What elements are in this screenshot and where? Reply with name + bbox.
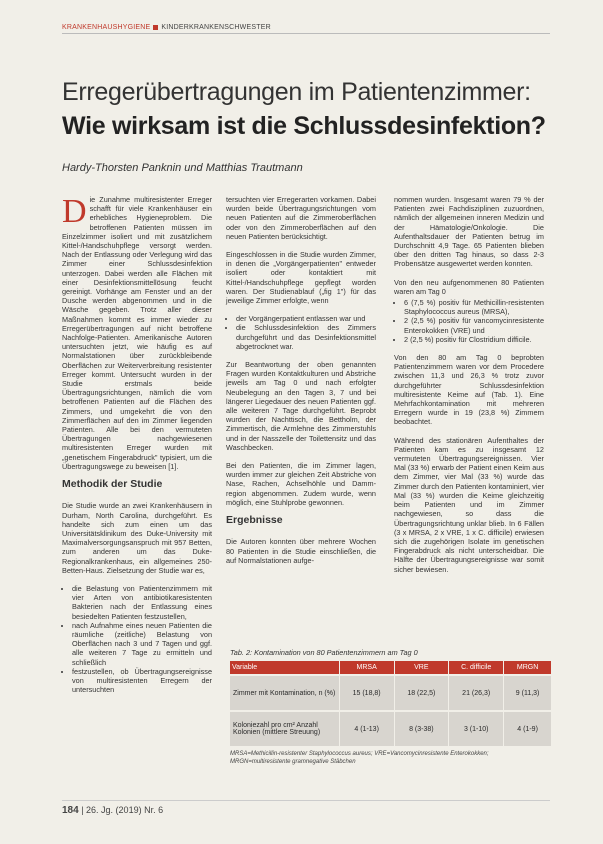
table-header-cell: VRE [394, 661, 449, 675]
column-2 [226, 195, 376, 574]
page-number: 184 [62, 805, 79, 816]
article-title-line2: Wie wirksam ist die Schlussdesinfektion? [62, 112, 546, 140]
table-header-cell: MRSA [339, 661, 394, 675]
running-header [62, 24, 271, 31]
header-rule [62, 33, 550, 34]
section-label: KRANKENHAUSHYGIENE [62, 24, 151, 31]
table-header-cell: MRGN [504, 661, 552, 675]
table-cell: 9 (11,3) [504, 675, 552, 711]
table-cell: 15 (18,8) [339, 675, 394, 711]
list-item: • festzustellen, ob Übertragungsereignisse von multiresistenten Erregern der untersuchten [72, 667, 212, 695]
paragraph: Von den 80 am Tag 0 beprobten Patientenzimmern waren vor dem Procedere zwischen 11,3 und 26,3 % trotz zuvor durchgeführter Schlussdesinfektion multiresistente Keime auf (Tab. 1). Eine Mehrfachkontamination mit mehreren Erregern wurde in 19 (23,8 %) Zimmern beobachtet. [394, 353, 544, 427]
table-caption: Tab. 2: Kontamination von 80 Patientenzimmern am Tag 0 [230, 648, 418, 657]
list-item: • 2 (2,5 %) positiv für vancomycinresistente Enterokokken (VRE) und [404, 316, 544, 334]
table-footnote [230, 750, 552, 766]
paragraph: Zur Beantwortung der oben genannten Fragen wurden Kontaktkulturen und Abstriche jeweils am Tag 0 und nach erfolgter Neubelegung an den Tagen 3, 7 und bei längerer Liegedauer des neuen Patienten ggf. alle weiteren 7 Tage durchgeführt. Beprobt wurden der Nachttisch, die Bettholm, der Zimmertisch, die Armlehne des Zimmerstuhls und in der Nasszelle der Toilettensitz und das Waschbecken. [226, 360, 376, 452]
criteria-list [226, 314, 376, 351]
column-1 [62, 195, 212, 703]
section-heading-ergebnisse: Ergebnisse [226, 514, 283, 527]
paragraph: nommen wurden. Insgesamt waren 79 % der Patienten zwei Fachdisziplinen zuzuordnen, nämlich der allgemeinen inneren Medizin und der Hämatologie/Onkologie. Die Aufenthaltsdauer der Patienten betrug im Durchschnitt 4,9 Tage. 65 Patienten blieben über den dritten Tag hinaus, so dass 2-3 Probensätze ausgewertet werden konnten. [394, 195, 544, 269]
list-item: • die Belastung von Patientenzimmern mit vier Arten von antibiotikaresistenten Bakterien nach der Entlassung eines besiedelten Patienten festzustellen, [72, 584, 212, 621]
journal-label: KINDERKRANKENSCHWESTER [161, 24, 271, 31]
paragraph: Bei den Patienten, die im Zimmer lagen, wurden immer zur gleichen Zeit Abstriche von Nase, Rachen, Achselhöhle und Damm-region abgenommen. Zudem wurde, wenn möglich, eine Stuhlprobe gewonnen. [226, 461, 376, 507]
paragraph: Die Autoren konnten über mehrere Wochen 80 Patienten in die Studie einschließen, die auf Normalstationen aufge- [226, 537, 376, 565]
intro-text: ie Zunahme multiresistenter Erreger schafft für viele Krankenhäuser ein erhebliches Hygieneproblem. Die betroffenen Patienten müssen im Einzelzimmer isoliert und mit zusätzlichem Kittel-/Handschuhpflege versorgt werden. Nach der Entlassung oder Verlegung wird das Zimmer einer Schlussdesinfektion unterzogen. Dabei werden alle Flächen mit einer Desinfektionsmittellösung feucht gereinigt. Vorhänge am Fenster und an der Dusche werden abgenommen und in die Wäsche gegeben. Trotz aller dieser Maßnahmen kommt es immer wieder zu Erregerübertragungen auf nicht betroffene Nachfolge-Patienten. Amerikanische Autoren untersuchten jetzt, wie häufig es auf Normalstationen über zurückbleibende Oberflächen zur Weiterverbreitung resistenter Erreger kommt. Untersucht wurden in der Studie erstmals beide Übertragungsrichtungen, nämlich die vom betroffenen Patienten auf die Flächen des Zimmers, und umgekehrt die von den Zimmerflächen auf den im Zimmer liegenden Patienten. Alle bei den vermuteten Übertragungen nachgewiesenen multiresistenten Erreger wurden mit „genetischem Fingerabdruck" typisiert, um die Übertragungswege zu beweisen [1]. [62, 195, 212, 471]
table-cell: 4 (1-9) [504, 711, 552, 746]
methodik-list [62, 584, 212, 694]
paragraph: tersuchten vier Erregerarten vorkamen. Dabei wurden beide Übertragungsrichtungen vom neuen Patienten auf die Zimmeroberflächen oder von den Zimmeroberflächen auf den neuen Patienten berücksichtigt. [226, 195, 376, 241]
paragraph: Eingeschlossen in die Studie wurden Zimmer, in denen die „Vorgängerpatienten" entweder isoliert oder kontaktiert mit Kittel-/Handschuhpflege gepflegt worden waren. Der Studienablauf („fig 1") für das jeweilige Zimmer erfolgte, wenn [226, 250, 376, 306]
table-cell: 3 (1-10) [449, 711, 504, 746]
list-item: • 2 (2,5 %) positiv für Clostridium difficile. [404, 335, 544, 344]
page-footer [62, 805, 163, 816]
list-item: • die Schlussdesinfektion des Zimmers durchgeführt und das Desinfektionsmittel abgetrocknet war. [236, 323, 376, 351]
footnote-line: MRGN=multiresistente gramnegative Stäbchen [230, 759, 356, 765]
results-list [394, 298, 544, 344]
section-heading-methodik: Methodik der Studie [62, 478, 163, 491]
square-icon [153, 25, 158, 30]
paragraph: Während des stationären Aufenthaltes der Patienten kam es zu insgesamt 12 vermuteten Übertragungsereignissen. Vier Mal (33 %) erwarb der Patient einen Keim aus dem Zimmer, vier Mal (33 %) wurde das Zimmer durch den Patienten kontaminiert, vier Mal (33 %) wurden die Keime gleichzeitig beim Patienten und im Zimmer nachgewiesen, so dass die Übertragungsrichtung unklar blieb. In 6 Fällen (3 x MRSA, 2 x VRE, 1 x C. difficile) erwiesen sich die zugehörigen Isolate im genetischen Fingerabdruck als nicht unterscheidbar. Die Hälfte der Übertragungsereignisse war somit sicher bewiesen. [394, 435, 544, 574]
table-cell: 18 (22,5) [394, 675, 449, 711]
list-item: • der Vorgängerpatient entlassen war und [236, 314, 376, 323]
authors: Hardy-Thorsten Panknin und Matthias Trautmann [62, 162, 303, 174]
table-row [230, 675, 552, 711]
data-table [230, 661, 552, 746]
footer-rule [62, 800, 550, 801]
contamination-table [230, 648, 552, 766]
paragraph: Von den neu aufgenommenen 80 Patienten waren am Tag 0 [394, 277, 544, 296]
table-cell: 8 (3-38) [394, 711, 449, 746]
issue-info: | 26. Jg. (2019) Nr. 6 [81, 805, 164, 815]
column-3 [394, 195, 544, 583]
list-item: • nach Aufnahme eines neuen Patienten die räumliche (zeitliche) Belastung von Oberflächen nach 3 und 7 Tagen und ggf. alle weiteren 7 Tage zu ermitteln und schließlich [72, 621, 212, 667]
table-cell: 21 (26,3) [449, 675, 504, 711]
drop-cap: D [62, 193, 87, 230]
table-header-row [230, 661, 552, 675]
table-cell: 4 (1-13) [339, 711, 394, 746]
table-cell: Zimmer mit Kontamination, n (%) [230, 675, 339, 711]
methodik-paragraph: Die Studie wurde an zwei Krankenhäusern in Durham, North Carolina, durchgeführt. Es handelte sich zum einen um das Universitätsklinikum des Duke-University mit Maximalversorgungsanspruch mit 957 Betten, zum anderen um das Duke-Regionalkrankenhaus, ein allgemeines 250-Betten-Haus. Zielsetzung der Studie war es, [62, 501, 212, 575]
article-title-line1: Erregerübertragungen im Patientenzimmer: [62, 78, 531, 106]
table-header-cell: Variable [230, 661, 339, 675]
table-cell: Koloniezahl pro cm² Anzahl Kolonien (mittlere Streuung) [230, 711, 339, 746]
table-header-cell: C. difficile [449, 661, 504, 675]
footnote-line: MRSA=Methicillin-resistenter Staphylococcus aureus; VRE=Vancomycinresistente Enterokokken; [230, 751, 489, 757]
list-item: • 6 (7,5 %) positiv für Methicillin-resistenten Staphylococcus aureus (MRSA), [404, 298, 544, 316]
intro-paragraph [62, 195, 212, 471]
table-row [230, 711, 552, 746]
